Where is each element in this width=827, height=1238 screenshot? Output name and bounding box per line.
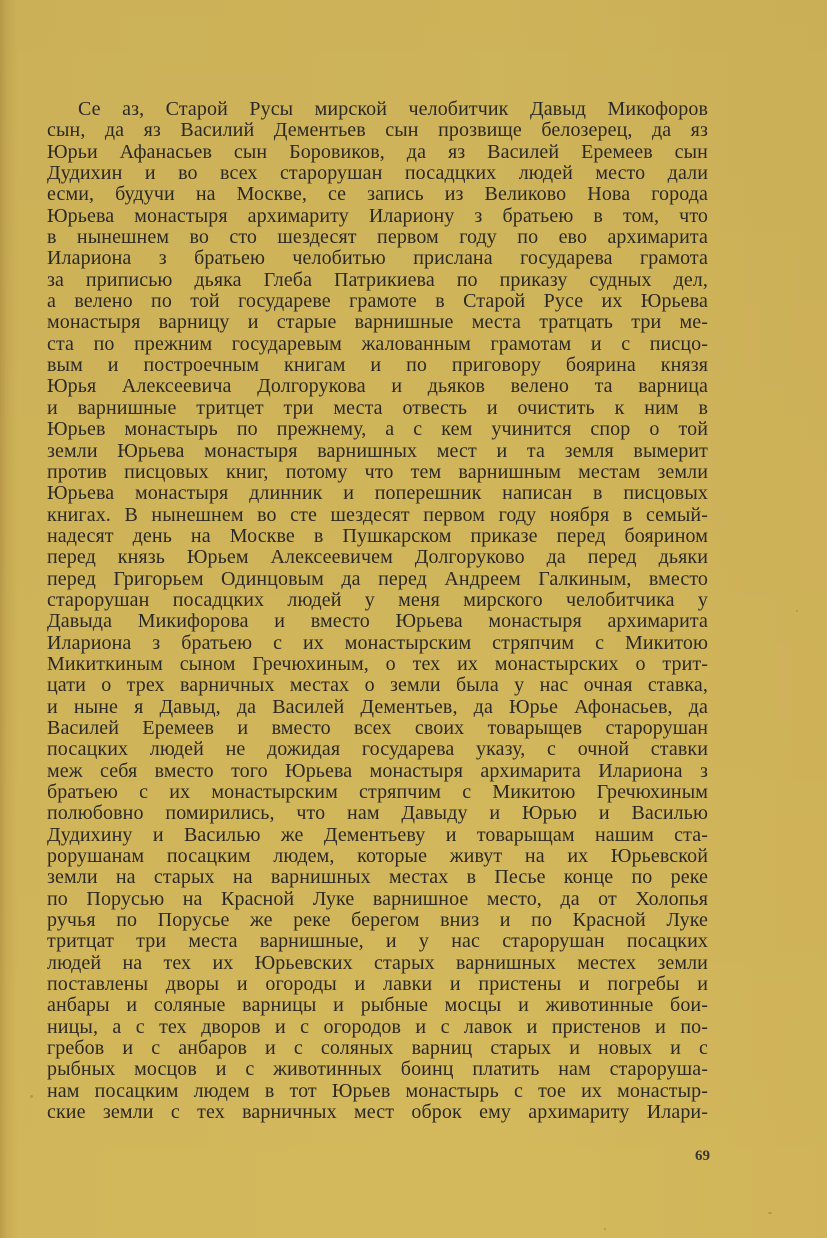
text-line: цати о трех варничных местах о земли была у нас очная ставка, <box>47 675 708 697</box>
text-line: надесят день на Москве в Пушкарском приказе перед боярином <box>47 525 708 547</box>
text-line: вым и построечным книгам и по приговору боярина князя <box>47 355 708 377</box>
text-line: по Порусью на Красной Луке варнишное место, да от Холопья <box>47 888 708 910</box>
text-line: Дудихин и во всех старорушан посадцких людей место дали <box>47 163 708 185</box>
text-line: меж себя вместо того Юрьева монастыря архимарита Илариона з <box>47 760 708 782</box>
text-line: ста по прежним государевым жалованным грамотам и с писцо- <box>47 333 708 355</box>
text-line: полюбовно помирились, что нам Давыду и Юрью и Василью <box>47 803 708 825</box>
text-line: гребов и с анбаров и с соляных варниц старых и новых и с <box>47 1038 708 1060</box>
page-number: 69 <box>695 1148 710 1164</box>
text-line: в нынешнем во сто шездесят первом году по ево архимарита <box>47 227 708 249</box>
text-line: ские земли с тех варничных мест оброк ему архимариту Илари- <box>47 1102 708 1124</box>
text-line: Илариона з братьею с их монастырским стряпчим с Микитою <box>47 632 708 654</box>
text-line: монастыря варницу и старые варнишные места тратцать три ме- <box>47 312 708 334</box>
text-line: и варнишные тритцет три места отвесть и очистить к ним в <box>47 397 708 419</box>
text-line: нам посацким людем в тот Юрьев монастырь с тое их монастыр- <box>47 1080 708 1102</box>
text-line: ницы, а с тех дворов и с огородов и с лавок и пристенов и по- <box>47 1016 708 1038</box>
text-line: перед Григорьем Одинцовым да перед Андреем Галкиным, вместо <box>47 568 708 590</box>
text-line: земли на старых на варнишных местах в Песье конце по реке <box>47 867 708 889</box>
paper-speck <box>796 610 798 612</box>
text-line: старорушан посадцких людей у меня мирского челобитчика у <box>47 589 708 611</box>
text-line: перед князь Юрьем Алексеевичем Долгоруково да перед дьяки <box>47 547 708 569</box>
text-line: людей на тех их Юрьевских старых варнишных местех земли <box>47 952 708 974</box>
text-line: Юрьева монастыря архимариту Илариону з братьею в том, что <box>47 205 708 227</box>
text-line: есми, будучи на Москве, се запись из Великово Нова города <box>47 184 708 206</box>
text-line: а велено по той государеве грамоте в Старой Русе их Юрьева <box>47 291 708 313</box>
text-line: ручья по Порусье же реке берегом вниз и по Красной Луке <box>47 910 708 932</box>
text-line: против писцовых книг, потому что тем варнишным местам земли <box>47 461 708 483</box>
text-line: посацких людей не дожидая государева указу, с очной ставки <box>47 739 708 761</box>
paper-speck <box>768 1212 772 1214</box>
text-line: тритцат три места варнишные, и у нас старорушан посацких <box>47 931 708 953</box>
text-line: за приписью дьяка Глеба Патрикиева по приказу судных дел, <box>47 269 708 291</box>
text-line: Юрьи Афанасьев сын Боровиков, да яз Василей Еремеев сын <box>47 141 708 163</box>
text-line: и ныне я Давыд, да Василей Дементьев, да Юрье Афонасьев, да <box>47 696 708 718</box>
text-line: братьею с их монастырским стряпчим с Микитою Гречюхиным <box>47 782 708 803</box>
text-line: сын, да яз Василий Дементьев сын прозвище белозерец, да яз <box>47 120 708 142</box>
text-line: поставлены дворы и огороды и лавки и пристены и погребы и <box>47 974 708 996</box>
text-line: книгах. В нынешнем во сте шездесят первом году ноября в семый- <box>47 504 708 526</box>
body-text <box>47 99 708 1124</box>
text-line: Микиткиным сыном Гречюхиным, о тех их монастырских о трит- <box>47 653 708 675</box>
text-line: рыбных мосцов и с животинных боинц платить нам старорушa- <box>47 1059 708 1081</box>
text-line: Юрья Алексеевича Долгорукова и дьяков велено та варница <box>47 376 708 398</box>
text-line: Се аз, Старой Русы мирской челобитчик Давыд Микофоров <box>78 99 708 120</box>
text-line: Василей Еремеев и вместо всех своих товарыщев старорушан <box>47 717 708 739</box>
paper-speck <box>604 1228 606 1230</box>
text-line: Илариона з братьею челобитью прислана государева грамота <box>47 248 708 270</box>
text-line: земли Юрьева монастыря варнишных мест и та земля вымерит <box>47 440 708 462</box>
text-line: Давыда Микифорова и вместо Юрьева монастыря архимарита <box>47 611 708 633</box>
text-line: Дудихину и Василью же Дементьеву и товарыщам нашим ста- <box>47 824 708 846</box>
text-line: рорушанам посацким людем, которые живут на их Юрьевской <box>47 846 708 868</box>
text-line: Юрьев монастырь по прежнему, а с кем учинится спор о той <box>47 419 708 441</box>
text-line: Юрьева монастыря длинник и поперешник написан в писцовых <box>47 483 708 505</box>
text-line: анбары и соляные варницы и рыбные мосцы и животинные бои- <box>47 995 708 1017</box>
paper-speck <box>30 1095 33 1098</box>
